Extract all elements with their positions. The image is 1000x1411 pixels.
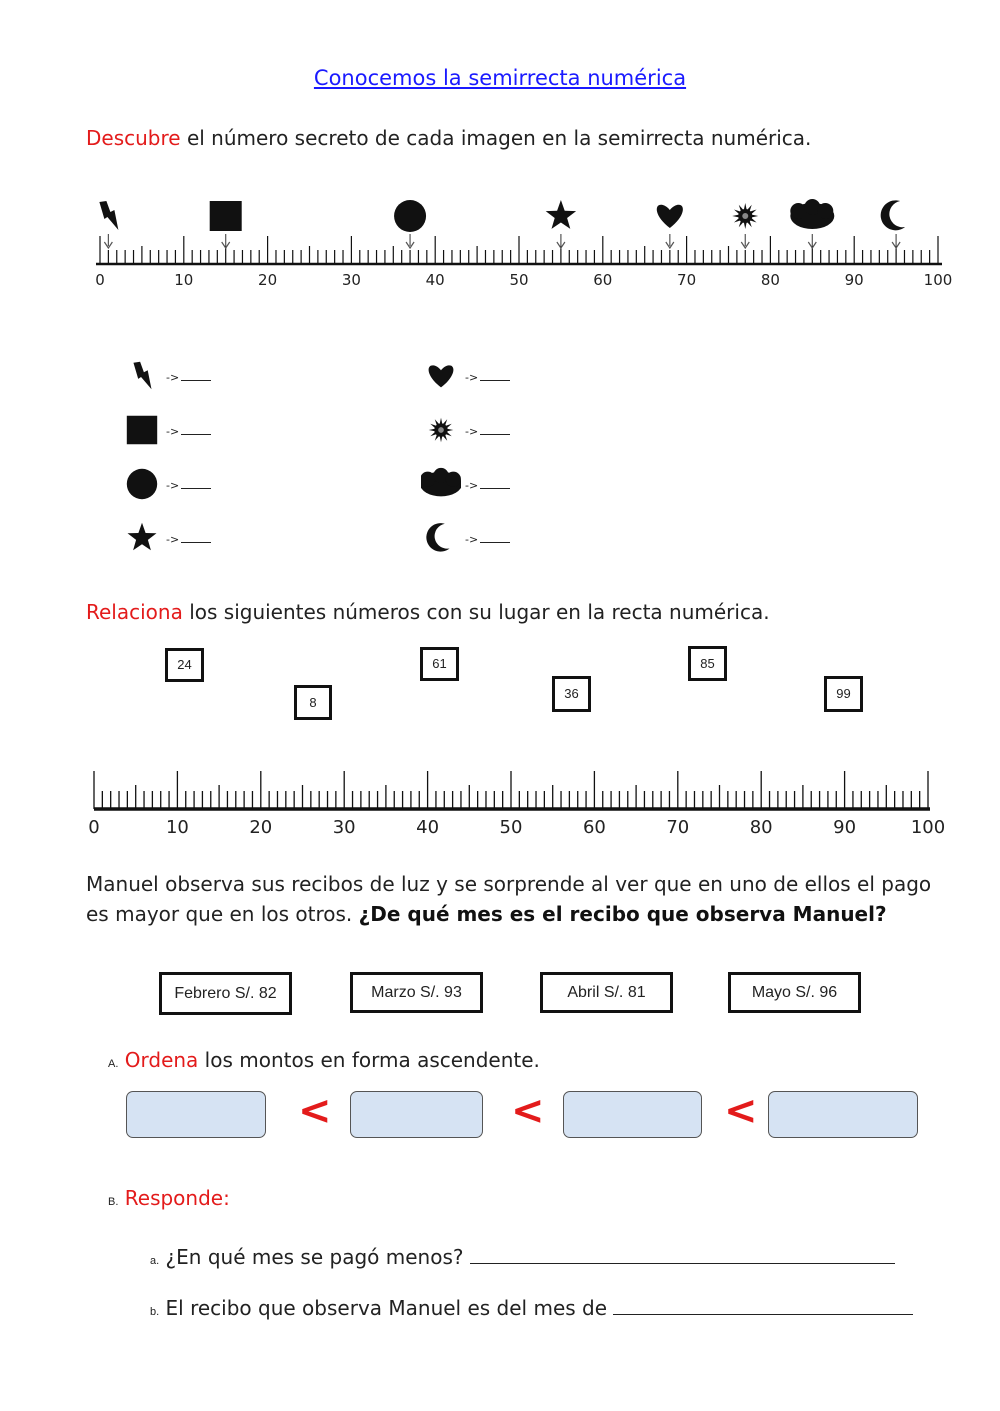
number-box-36[interactable]: 36 xyxy=(552,676,591,712)
section1-text: el número secreto de cada imagen en la semirrecta numérica. xyxy=(180,126,812,150)
order-input-2[interactable] xyxy=(350,1091,483,1138)
section3-text: es mayor que en los otros. xyxy=(86,902,359,926)
tick-label: 20 xyxy=(249,817,273,838)
tick-label: 70 xyxy=(677,271,697,289)
tick-label: 30 xyxy=(332,817,356,838)
question-b-text: El recibo que observa Manuel es del mes de xyxy=(165,1296,608,1320)
less-than-symbol: < xyxy=(511,1088,545,1134)
answer-arrow: -> xyxy=(465,424,479,438)
part-b-colon: : xyxy=(223,1186,230,1210)
number-box-99[interactable]: 99 xyxy=(824,676,863,712)
section3-text-line2 xyxy=(86,902,887,926)
answer-symbol xyxy=(421,464,461,504)
part-a-instruction xyxy=(108,1048,540,1072)
part-a-keyword: Ordena xyxy=(124,1048,199,1072)
question-a-marker: a. xyxy=(150,1255,160,1267)
answer-blank[interactable] xyxy=(478,425,510,438)
answer-row xyxy=(421,410,510,450)
number-line-2-ticks xyxy=(94,771,930,809)
answer-line-a[interactable] xyxy=(470,1249,895,1264)
answer-blank[interactable] xyxy=(179,479,211,492)
tick-label: 80 xyxy=(760,271,780,289)
number-line-2-labels xyxy=(88,817,945,838)
answer-blank[interactable] xyxy=(179,371,211,384)
line-symbol xyxy=(210,201,242,231)
order-input-1[interactable] xyxy=(126,1091,266,1138)
tick-label: 20 xyxy=(258,271,278,289)
receipt-mayo: Mayo S/. 96 xyxy=(728,972,861,1013)
number-line-blank xyxy=(80,760,960,840)
cloud-icon xyxy=(421,468,461,497)
question-b xyxy=(150,1296,913,1320)
sun-icon xyxy=(429,418,454,443)
lightning-icon xyxy=(133,362,151,390)
answer-symbol xyxy=(122,356,162,396)
number-line-labels xyxy=(95,271,952,289)
question-b-marker: b. xyxy=(150,1306,160,1318)
answer-row xyxy=(122,464,211,504)
moon-icon xyxy=(881,200,905,230)
number-line-symbols-group xyxy=(99,199,905,248)
answer-symbol xyxy=(122,518,162,558)
answer-blank[interactable] xyxy=(478,479,510,492)
part-a-marker: A. xyxy=(108,1058,119,1070)
answer-row xyxy=(421,518,510,558)
number-box-24[interactable]: 24 xyxy=(165,648,204,682)
line-symbol xyxy=(546,200,576,229)
part-b-instruction xyxy=(108,1186,230,1210)
tick-label: 80 xyxy=(749,817,773,838)
tick-label: 70 xyxy=(666,817,690,838)
heart-icon xyxy=(429,365,454,387)
answer-line-b[interactable] xyxy=(613,1300,913,1315)
answer-row xyxy=(122,518,211,558)
answer-row xyxy=(122,410,211,450)
part-b-marker: B. xyxy=(108,1196,119,1208)
answer-blank[interactable] xyxy=(179,425,211,438)
line-symbol xyxy=(657,205,683,228)
answer-symbol xyxy=(122,464,162,504)
answer-arrow: -> xyxy=(465,532,479,546)
number-line-symbols xyxy=(80,190,970,300)
receipt-febrero: Febrero S/. 82 xyxy=(159,972,292,1015)
page-title: Conocemos la semirrecta numérica xyxy=(313,66,687,90)
line-symbol xyxy=(394,200,426,232)
section2-keyword: Relaciona xyxy=(86,600,183,624)
answer-arrow: -> xyxy=(465,370,479,384)
receipt-abril: Abril S/. 81 xyxy=(540,972,673,1013)
order-input-3[interactable] xyxy=(563,1091,702,1138)
less-than-symbol: < xyxy=(724,1088,758,1134)
tick-label: 50 xyxy=(499,817,523,838)
tick-label: 10 xyxy=(165,817,189,838)
answer-row xyxy=(421,464,510,504)
tick-label: 0 xyxy=(95,271,105,289)
answer-arrow: -> xyxy=(465,478,479,492)
tick-label: 90 xyxy=(833,817,857,838)
question-a-text: ¿En qué mes se pagó menos? xyxy=(165,1245,464,1269)
circle-icon xyxy=(127,469,157,499)
tick-label: 60 xyxy=(582,817,606,838)
number-box-85[interactable]: 85 xyxy=(688,646,727,681)
section3-text-line1: Manuel observa sus recibos de luz y se sorprende al ver que en uno de ellos el pago xyxy=(86,872,932,896)
line-symbol xyxy=(732,203,758,229)
lightning-icon xyxy=(99,201,118,230)
tick-label: 100 xyxy=(910,817,946,838)
moon-icon xyxy=(426,523,449,552)
answer-arrow: -> xyxy=(166,478,180,492)
part-a-text: los montos en forma ascendente. xyxy=(198,1048,540,1072)
square-icon xyxy=(210,201,242,231)
tick-label: 0 xyxy=(88,817,100,838)
tick-label: 50 xyxy=(509,271,529,289)
answer-symbol xyxy=(421,356,461,396)
part-b-keyword: Responde xyxy=(124,1186,224,1210)
tick-label: 90 xyxy=(844,271,864,289)
answer-symbol xyxy=(421,518,461,558)
number-box-8[interactable]: 8 xyxy=(294,685,332,720)
question-a xyxy=(150,1245,895,1269)
answer-arrow: -> xyxy=(166,532,180,546)
less-than-symbol: < xyxy=(298,1088,332,1134)
cloud-icon xyxy=(790,199,834,229)
star-icon xyxy=(128,523,157,551)
answer-symbol xyxy=(122,410,162,450)
order-input-4[interactable] xyxy=(768,1091,918,1138)
tick-label: 10 xyxy=(174,271,194,289)
answer-row xyxy=(421,356,510,396)
tick-label: 40 xyxy=(425,271,445,289)
tick-label: 40 xyxy=(416,817,440,838)
answer-blank[interactable] xyxy=(478,371,510,384)
receipt-marzo: Marzo S/. 93 xyxy=(350,972,483,1013)
tick-label: 60 xyxy=(593,271,613,289)
answer-blank[interactable] xyxy=(179,533,211,546)
number-box-61[interactable]: 61 xyxy=(420,647,459,681)
line-symbol xyxy=(99,201,118,230)
heart-icon xyxy=(657,205,683,228)
section1-instruction xyxy=(86,126,811,150)
section2-text: los siguientes números con su lugar en la recta numérica. xyxy=(182,600,770,624)
section3-question: ¿De qué mes es el recibo que observa Manuel? xyxy=(358,902,887,926)
sun-icon xyxy=(732,203,758,229)
tick-label: 30 xyxy=(341,271,361,289)
answer-arrow: -> xyxy=(166,424,180,438)
answer-blank[interactable] xyxy=(478,533,510,546)
line-symbol xyxy=(790,199,834,229)
section1-keyword: Descubre xyxy=(86,126,181,150)
circle-icon xyxy=(394,200,426,232)
tick-label: 100 xyxy=(923,271,953,289)
number-line-ticks xyxy=(96,236,942,264)
answer-symbol xyxy=(421,410,461,450)
section2-instruction xyxy=(86,600,770,624)
star-icon xyxy=(546,200,576,229)
answer-row xyxy=(122,356,211,396)
square-icon xyxy=(127,416,157,445)
answer-arrow: -> xyxy=(166,370,180,384)
line-symbol xyxy=(881,200,905,230)
